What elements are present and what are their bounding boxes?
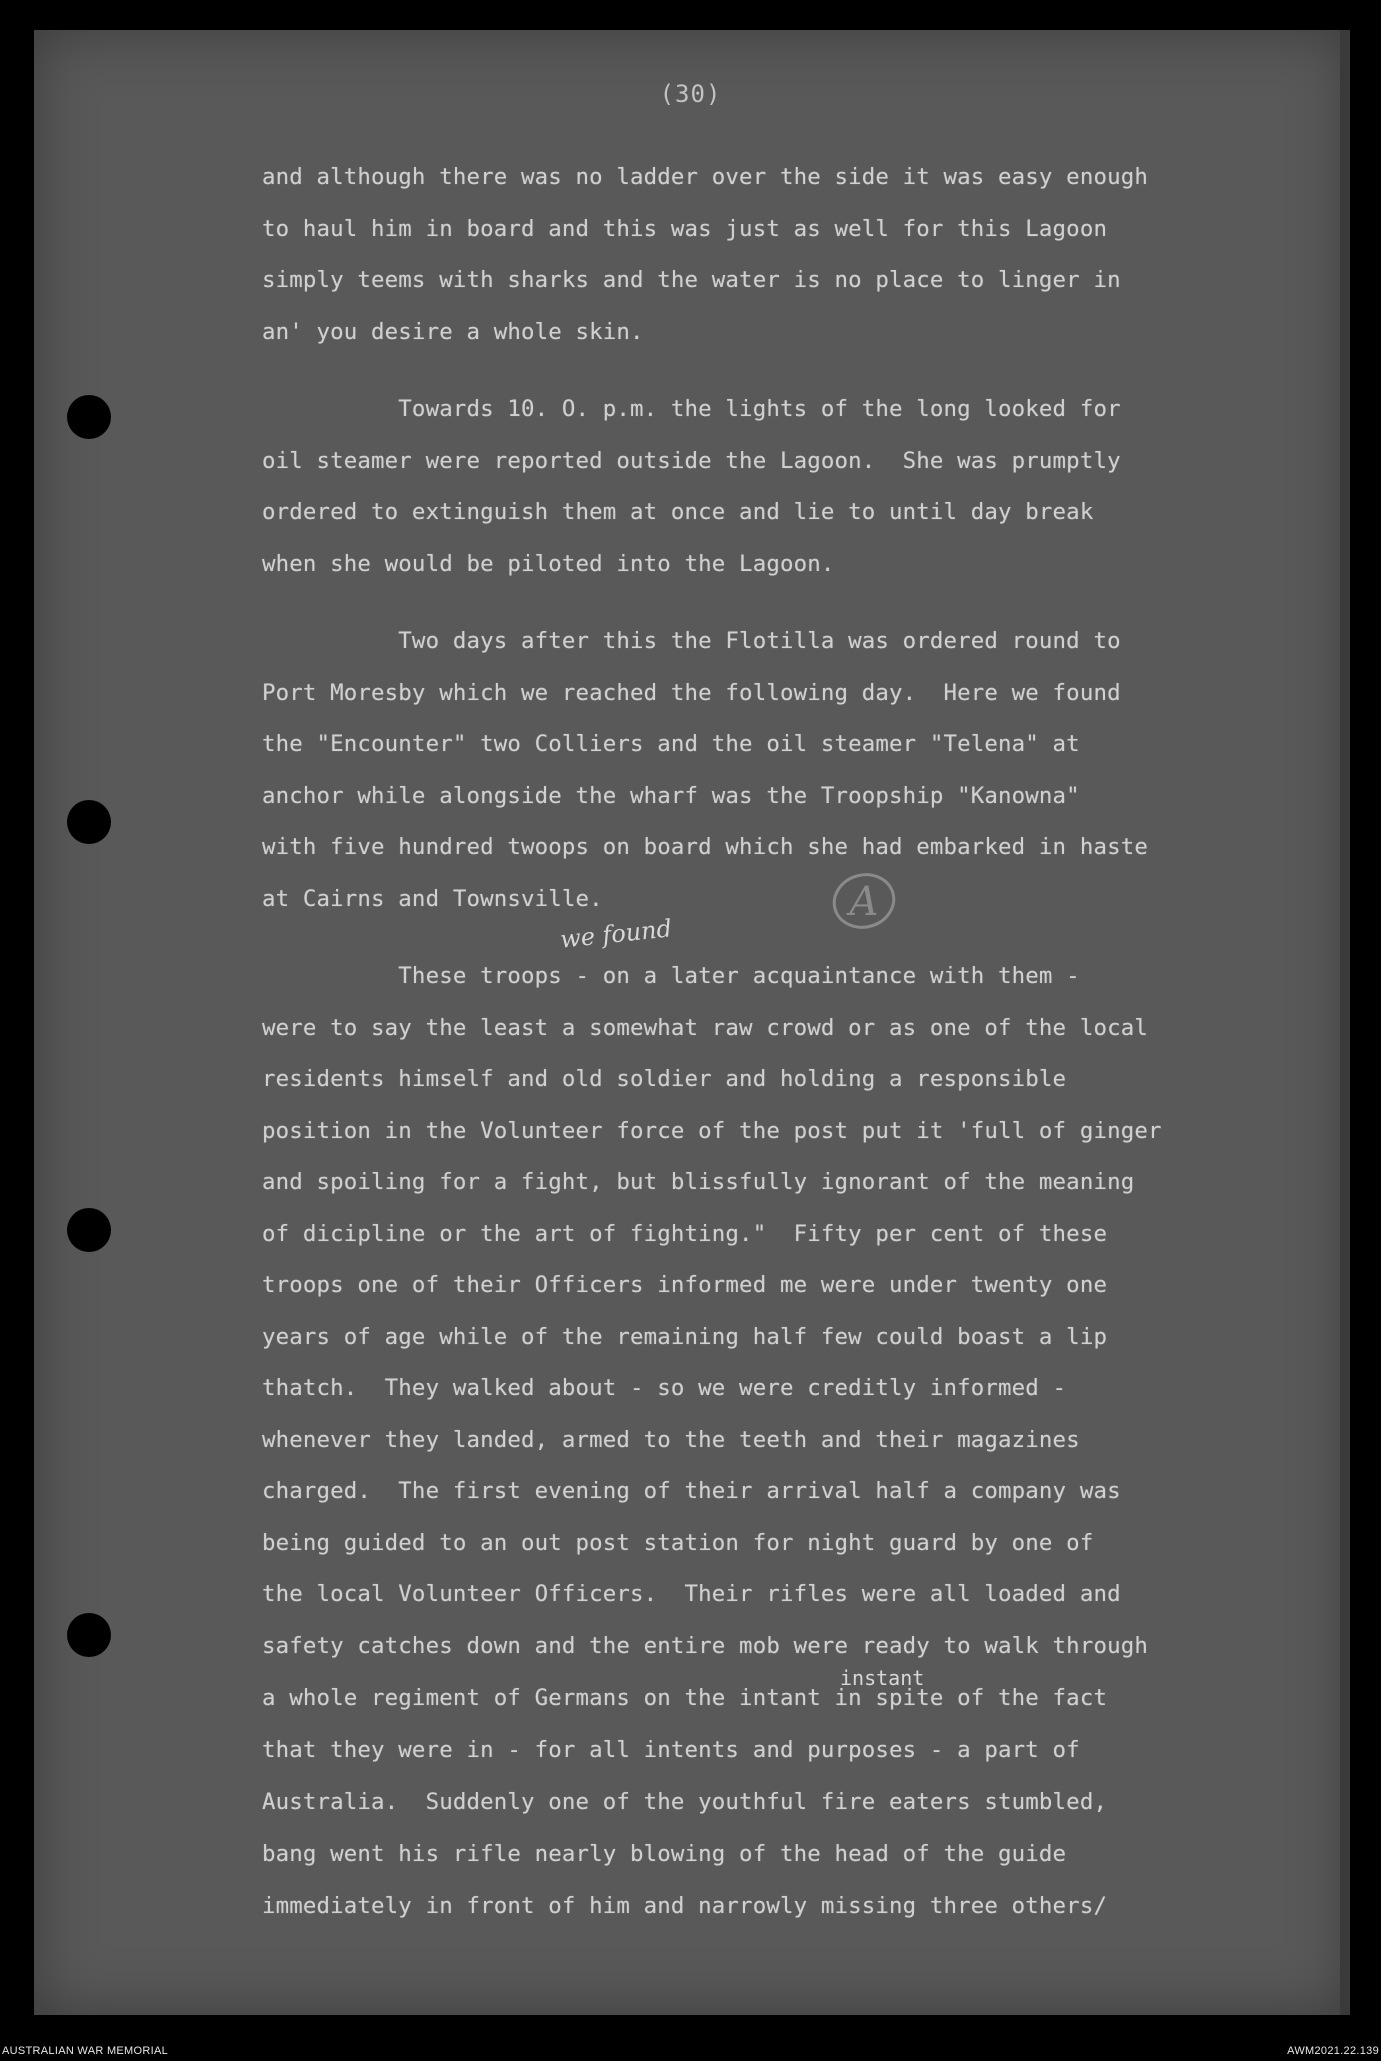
handwritten-insert: we found — [558, 914, 674, 954]
page-edge — [1340, 30, 1350, 2015]
page-number: (30) — [659, 80, 722, 108]
text-line: at Cairns and Townsville. — [262, 886, 603, 912]
text-line: and although there was no ladder over the side it was easy enough — [262, 164, 1148, 190]
text-line: anchor while alongside the wharf was the Troopship "Kanowna" — [262, 783, 1080, 809]
footer-reference: AWM2021.22.139 — [1287, 2045, 1379, 2057]
text-line: to haul him in board and this was just as well for this Lagoon — [262, 216, 1108, 242]
text-line: a whole regiment of Germans on the intant in spite of the fact — [262, 1685, 1108, 1711]
text-line: whenever they landed, armed to the teeth and their magazines — [262, 1427, 1080, 1453]
text-line: immediately in front of him and narrowly missing three others/ — [262, 1893, 1108, 1919]
text-line: Two days after this the Flotilla was ordered round to — [262, 628, 1121, 654]
typed-correction: instant — [840, 1666, 925, 1690]
text-line: These troops - on a later acquaintance with them - — [262, 963, 1080, 989]
text-line: Port Moresby which we reached the following day. Here we found — [262, 680, 1121, 706]
text-line: the "Encounter" two Colliers and the oil steamer "Telena" at — [262, 731, 1080, 757]
text-line: with five hundred twoops on board which she had embarked in haste — [262, 834, 1148, 860]
text-line: simply teems with sharks and the water is no place to linger in — [262, 267, 1121, 293]
punch-hole — [67, 395, 111, 439]
text-line: Towards 10. O. p.m. the lights of the long looked for — [262, 396, 1121, 422]
text-line: an' you desire a whole skin. — [262, 319, 644, 345]
footer-source: AUSTRALIAN WAR MEMORIAL — [2, 2045, 169, 2057]
text-line: that they were in - for all intents and purposes - a part of — [262, 1737, 1080, 1763]
text-line: years of age while of the remaining half few could boast a lip — [262, 1324, 1108, 1350]
text-line: oil steamer were reported outside the Lagoon. She was prumptly — [262, 448, 1121, 474]
text-line: residents himself and old soldier and holding a responsible — [262, 1066, 1067, 1092]
text-line: and spoiling for a fight, but blissfully ignorant of the meaning — [262, 1169, 1135, 1195]
text-line: Australia. Suddenly one of the youthful fire eaters stumbled, — [262, 1789, 1108, 1815]
text-line: the local Volunteer Officers. Their rifles were all loaded and — [262, 1581, 1121, 1607]
text-line: thatch. They walked about - so we were creditly informed - — [262, 1375, 1067, 1401]
text-line: position in the Volunteer force of the post put it 'full of ginger — [262, 1118, 1162, 1144]
text-line: were to say the least a somewhat raw crowd or as one of the local — [262, 1015, 1148, 1041]
text-line: bang went his rifle nearly blowing of the head of the guide — [262, 1841, 1067, 1867]
text-line: being guided to an out post station for night guard by one of — [262, 1530, 1094, 1556]
text-line: of dicipline or the art of fighting." Fifty per cent of these — [262, 1221, 1108, 1247]
text-line: when she would be piloted into the Lagoon. — [262, 551, 835, 577]
text-line: charged. The first evening of their arrival half a company was — [262, 1478, 1121, 1504]
punch-hole — [67, 1208, 111, 1252]
punch-hole — [67, 1613, 111, 1657]
text-line: safety catches down and the entire mob were ready to walk through — [262, 1633, 1148, 1659]
punch-hole — [67, 800, 111, 844]
circled-a-mark — [820, 865, 910, 935]
circled-mark-letter: A — [849, 879, 879, 925]
text-line: ordered to extinguish them at once and lie to until day break — [262, 499, 1094, 525]
text-line: troops one of their Officers informed me were under twenty one — [262, 1272, 1108, 1298]
